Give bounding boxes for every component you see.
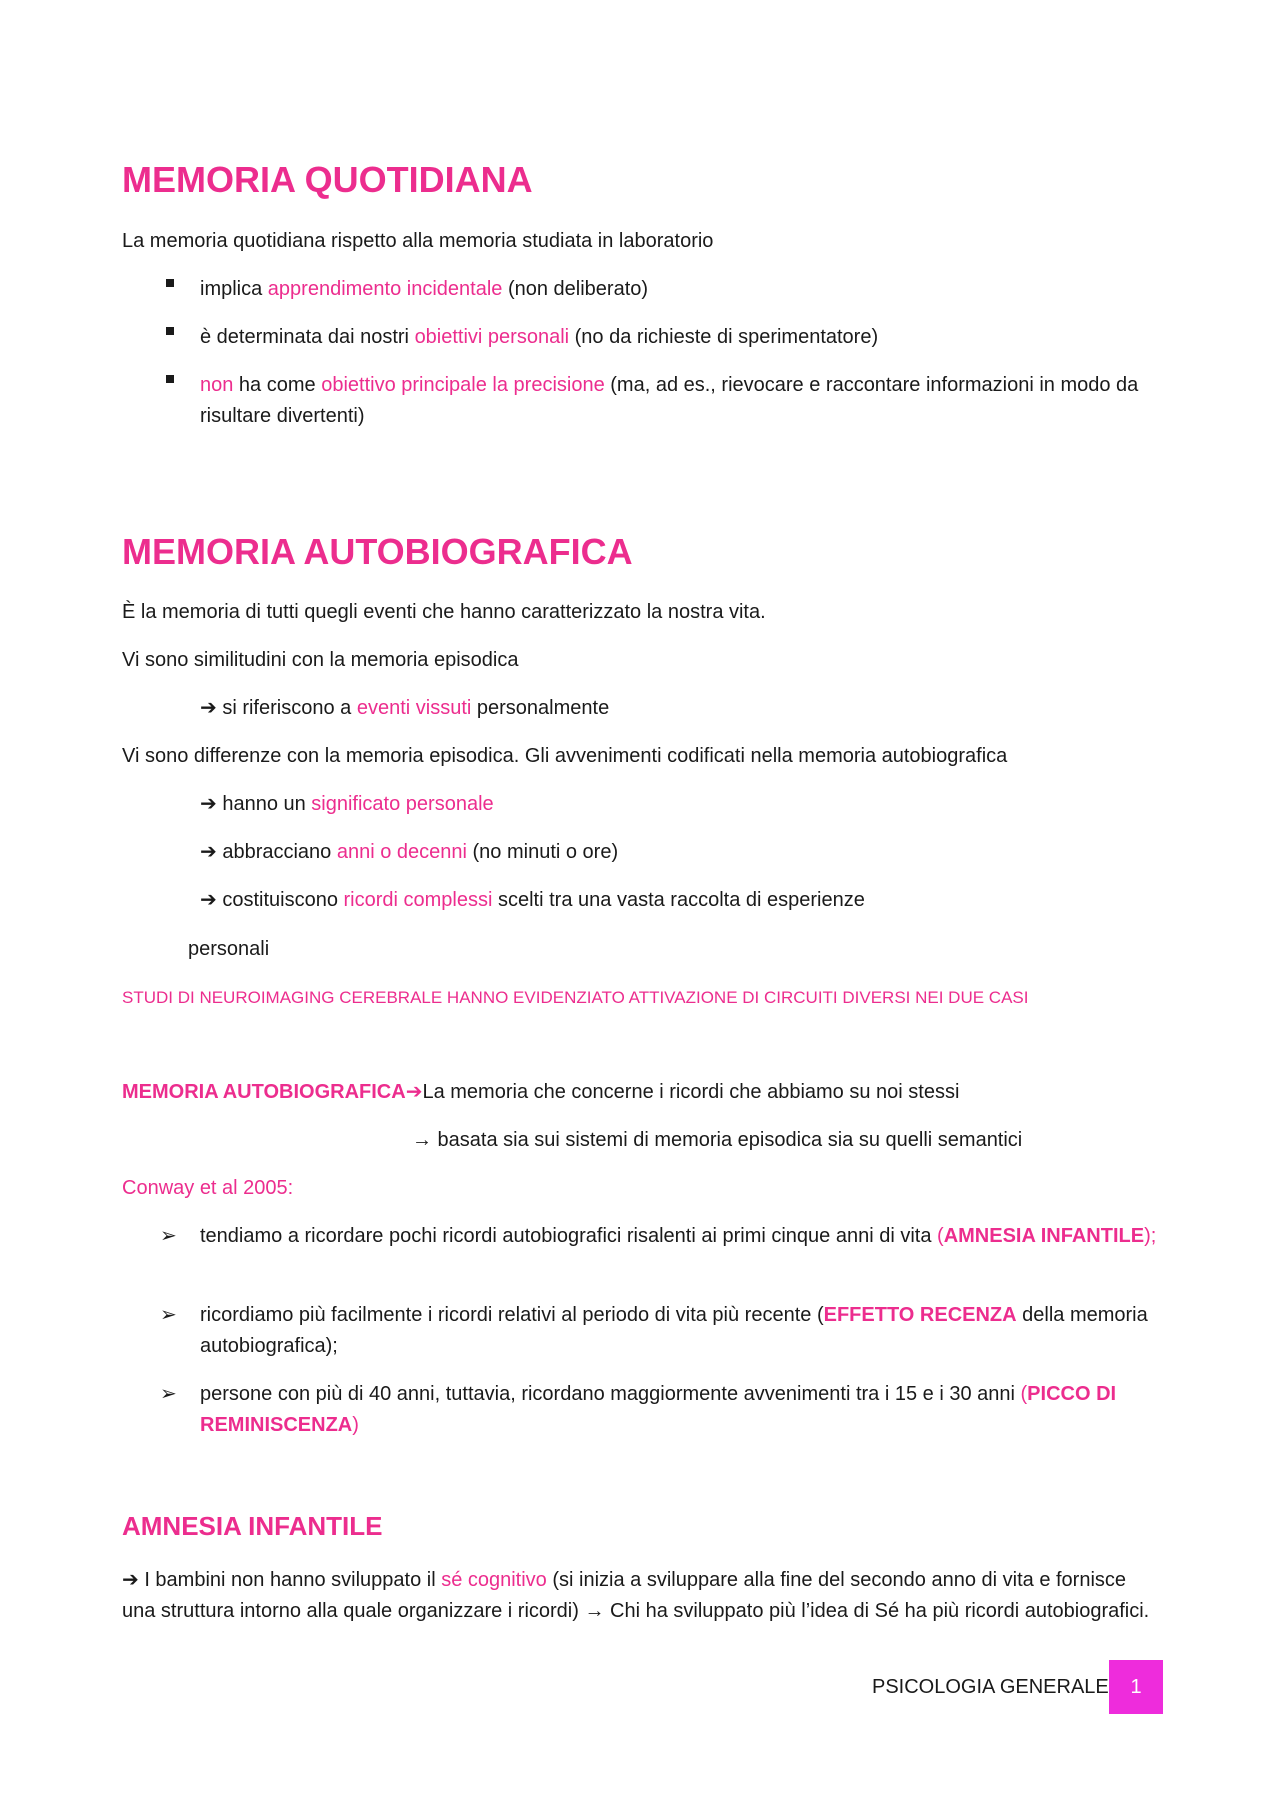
- chevron-bullet-icon: ➢: [160, 1225, 177, 1247]
- arrow-item-2: ➔ hanno un significato personale: [200, 793, 494, 815]
- arrow-right-icon: ➔: [200, 793, 217, 815]
- arrow-right-icon: →: [412, 1129, 432, 1151]
- chevron-bullet-icon: ➢: [160, 1383, 177, 1405]
- definition-line-2: → basata sia sui sistemi di memoria episodica sia su quelli semantici: [412, 1129, 1023, 1151]
- paragraph-definition: È la memoria di tutti quegli eventi che hanno caratterizzato la nostra vita.: [122, 601, 766, 623]
- bullet-item-2: è determinata dai nostri obiettivi personali (no da richieste di sperimentatore): [200, 326, 879, 348]
- conway-item-2: ricordiamo più facilmente i ricordi relativi al periodo di vita più recente (EFFETTO RECENZA della memoria autobiografica);: [200, 1304, 1148, 1357]
- bullet-item-1: implica apprendimento incidentale (non deliberato): [200, 278, 649, 300]
- intro-paragraph: La memoria quotidiana rispetto alla memoria studiata in laboratorio: [122, 230, 714, 252]
- arrow-right-icon: ➔: [122, 1569, 139, 1591]
- section-title-amnesia-infantile: AMNESIA INFANTILE: [122, 1511, 383, 1541]
- square-bullet-icon: [166, 375, 174, 383]
- definition-line: MEMORIA AUTOBIOGRAFICA➔La memoria che concerne i ricordi che abbiamo su noi stessi: [122, 1081, 960, 1103]
- conway-item-1: tendiamo a ricordare pochi ricordi autobiografici risalenti ai primi cinque anni di vita (AMNESIA INFANTILE);: [200, 1225, 1157, 1247]
- page-number: 1: [1130, 1675, 1142, 1698]
- page-number-badge: [1109, 1660, 1163, 1714]
- section-title-memoria-autobiografica: MEMORIA AUTOBIOGRAFICA: [122, 531, 633, 572]
- arrow-right-icon: ➔: [200, 841, 217, 863]
- arrow-item-4-continuation: personali: [188, 938, 270, 960]
- bullet-item-3: non ha come obiettivo principale la precisione (ma, ad es., rievocare e raccontare informazioni in modo da risultare divertenti): [200, 374, 1139, 427]
- arrow-item-4: ➔ costituiscono ricordi complessi scelti tra una vasta raccolta di esperienze: [200, 889, 865, 911]
- section-title-memoria-quotidiana: MEMORIA QUOTIDIANA: [122, 159, 533, 200]
- arrow-right-icon: ➔: [200, 697, 217, 719]
- amnesia-paragraph: ➔ I bambini non hanno sviluppato il sé cognitivo (si inizia a sviluppare alla fine del secondo anno di vita e fornisce una struttura intorno alla quale organizzare i ricordi) → Chi ha sviluppato più l’idea di Sé ha più ricordi autobiografici.: [122, 1569, 1150, 1622]
- reference-conway: Conway et al 2005:: [122, 1177, 294, 1199]
- square-bullet-icon: [166, 279, 174, 287]
- arrow-item-1: ➔ si riferiscono a eventi vissuti personalmente: [200, 697, 610, 719]
- arrow-right-icon: →: [584, 1600, 605, 1622]
- arrow-item-3: ➔ abbracciano anni o decenni (no minuti o ore): [200, 841, 619, 863]
- neuroimaging-note: STUDI DI NEUROIMAGING CEREBRALE HANNO EVIDENZIATO ATTIVAZIONE DI CIRCUITI DIVERSI NEI DUE CASI: [122, 988, 1029, 1007]
- arrow-right-icon: ➔: [200, 889, 217, 911]
- arrow-right-icon: ➔: [405, 1081, 423, 1103]
- chevron-bullet-icon: ➢: [160, 1304, 177, 1326]
- conway-item-3: persone con più di 40 anni, tuttavia, ricordano maggiormente avvenimenti tra i 15 e i 30 anni (PICCO DI REMINISCENZA): [200, 1383, 1117, 1436]
- paragraph-differences: Vi sono differenze con la memoria episodica. Gli avvenimenti codificati nella memoria autobiografica: [122, 745, 1008, 767]
- footer-label: PSICOLOGIA GENERALE: [872, 1676, 1109, 1698]
- square-bullet-icon: [166, 327, 174, 335]
- paragraph-similarities: Vi sono similitudini con la memoria episodica: [122, 649, 519, 671]
